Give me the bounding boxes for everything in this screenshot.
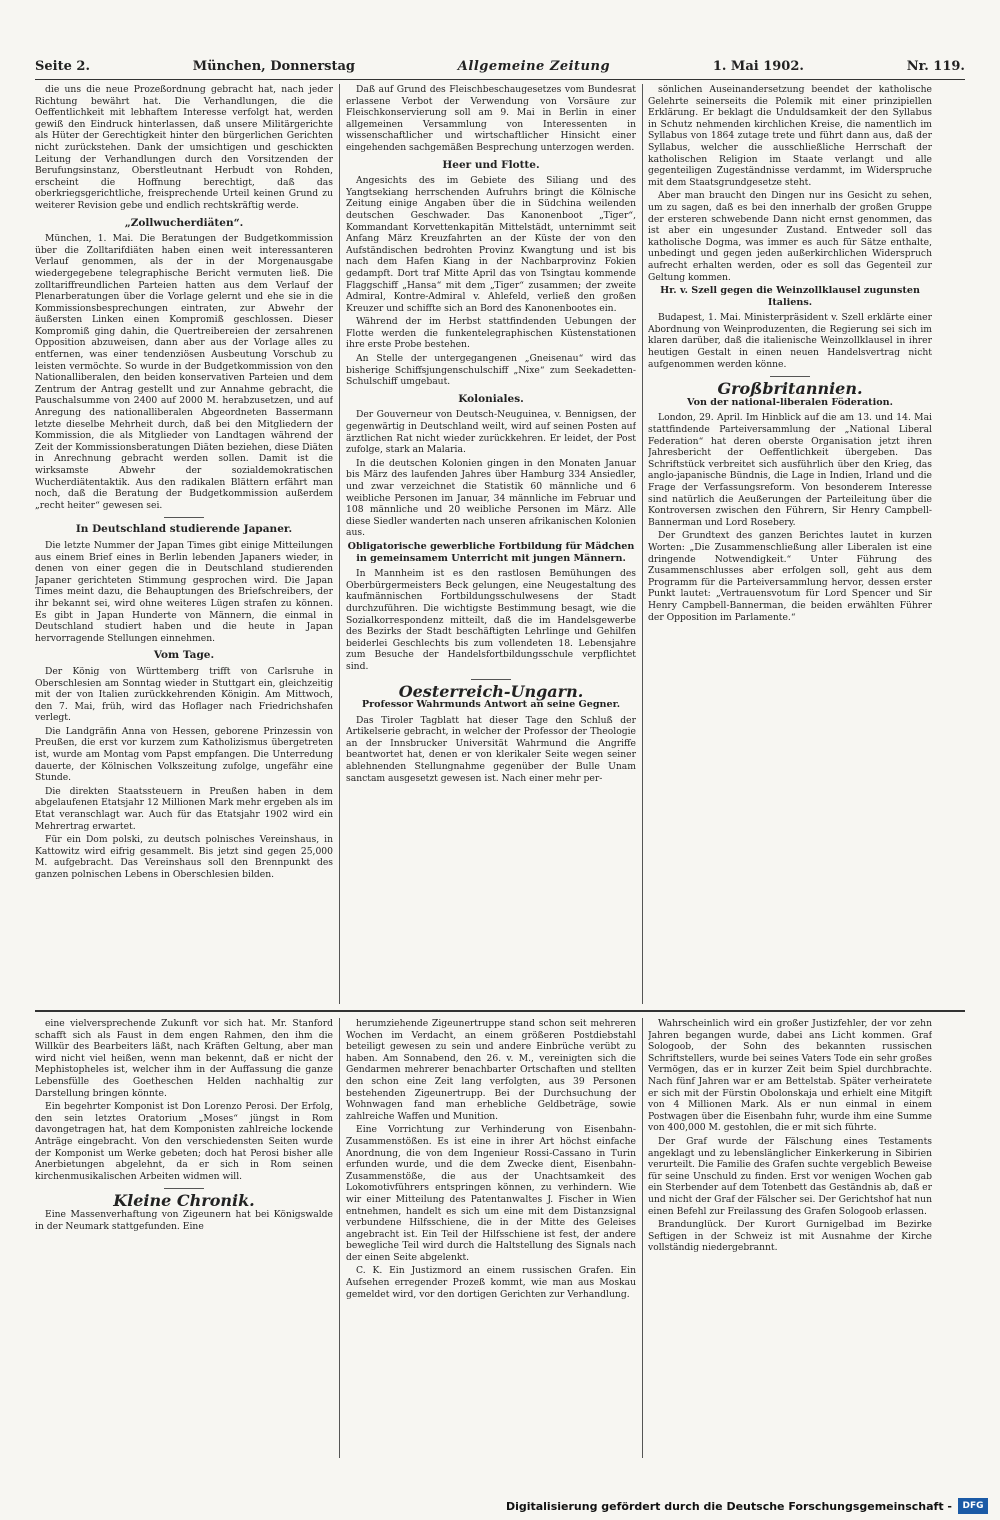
section-heading: Kleine Chronik. [113,1191,255,1211]
bottom-column-3 [648,1018,932,1458]
article-heading: „Zollwucherdiäten“. [124,216,244,229]
top-column-2 [346,84,636,1004]
article-paragraph: Wahrscheinlich wird ein großer Justizfehler, der vor zehn Jahren begangen wurde, dabei ans Licht kommen. Graf Sologoob, der Sohn des bekannten russischen Schriftstellers, wurde bei seines Vaters Tode ein sehr großes Vermögen, das er in kurzer Zeit beim Spiel durchbrachte. Nach fünf Jahren war er am Bettelstab. Später verheiratete er sich mit der Fürstin Obolonskaja und erhielt eine Mitgift von 4 Millionen Mark. Als er nun einmal in einem Postwagen über die Eisenbahn fuhr, wurde ihm eine Summe von 400,000 M. gestohlen, die er mit sich führte. [648,1018,932,1134]
article-paragraph: Während der im Herbst stattfindenden Uebungen der Flotte werden die funkentelegraphischen Küstenstationen ihre erste Probe bestehen. [346,316,636,351]
article-heading: Von der national-liberalen Föderation. [687,396,893,408]
article-paragraph: Der Gouverneur von Deutsch-Neuguinea, v. Bennigsen, der gegenwärtig in Deutschland weilt, wird auf seinen Posten auf ärztlichen Rat nicht wieder zurückkehren. Er leidet, der Post zufolge, stark an Malaria. [346,409,636,456]
separator [164,517,204,518]
article-heading: Hr. v. Szell gegen die Weinzollklausel zugunsten Italiens. [660,285,920,308]
article-paragraph: Daß auf Grund des Fleischbeschaugesetzes vom Bundesrat erlassene Verbot der Verwendung von Vorsäure zur Fleischkonservierung soll am 9. Mai in Berlin in einer allgemeinen Versammlung von Interessenten in wissenschaftlicher und wirtschaftlicher Hinsicht einer eingehenden sachgemäßen Besprechung unterzogen werden. [346,84,636,153]
article-paragraph: München, 1. Mai. Die Beratungen der Budgetkommission über die Zolltarifdiäten haben einen weit interessanteren Verlauf genommen, als der in der Morgenausgabe wiedergegebene telegraphische Bericht vermuten ließ. Die zolltariffreundlichen Parteien hatten aus dem Verlauf der Plenarberatungen über die Vorlage gelernt und ehe sie in die Kommissionsbesprechungen eintraten, zur Abwehr der äußersten Linken einen Kompromiß geschlossen. Dieser Kompromiß ging dahin, die Quertreibereien der zersahrenen Opposition abzuweisen, dann aber aus der Vorlage alles zu entfernen, was einer tendenziösen Ausbeutung Vorschub zu leisten vermöchte. So wurde in der Budgetkommission von den Nationalliberalen, den beiden konservativen Parteien und dem Zentrum der Antrag gestellt und zur Annahme gebracht, die Pauschalsumme von 2400 auf 2000 M. herabzusetzen, und auf Anregung des nationalliberalen Abgeordneten Bassermann letzte dieselbe Mehrheit durch, daß bei den Mitgliedern der Kommission, die als Mitglieder von Landtagen während der Zeit der Kommissionsberatungen Diäten beziehen, diese Diäten in Anrechnung gebracht werden sollen. Damit ist die wirksamste Abwehr der sozialdemokratischen Wucherdiätentaktik. Aus den radikalen Blättern erfährt man noch, daß die Beratung der Budgetkommission außerdem „recht heiter“ gewesen sei. [35,233,333,511]
bottom-column-2 [346,1018,636,1458]
separator [164,1188,204,1189]
article-heading: Obligatorische gewerbliche Fortbildung für Mädchen in gemeinsamem Unterricht mit jungen Männern. [347,540,635,564]
dfg-logo-icon: DFG [958,1498,988,1514]
section-rule [35,1010,965,1012]
article-heading: Heer und Flotte. [442,158,540,171]
article-paragraph: Der König von Württemberg trifft von Carlsruhe in Oberschlesien am Sonntag wieder in Stuttgart ein, gleichzeitig mit der von Italien zurückkehrenden Königin. Am Mittwoch, den 7. Mai, früh, wird das Hoflager nach Friedrichshafen verlegt. [35,665,333,724]
article-paragraph: herumziehende Zigeunertruppe stand schon seit mehreren Wochen im Verdacht, an einem größeren Postdiebstahl beteiligt gewesen zu sein und andere Einbrüche verübt zu haben. Am Sonnabend, den 26. v. M., vereinigten sich die Gendarmen mehrerer benachbarter Ortschaften und stellten den schon eine Zeit lang verfolgten, aus 39 Personen bestehenden Zigeunertrupp. Bei der Durchsuchung der Wohnwagen fand man erhebliche Geldbeträge, sowie zahlreiche Waffen und Munition. [346,1018,636,1122]
separator [770,376,810,377]
column-divider [642,1018,643,1458]
article-paragraph: Ein begehrter Komponist ist Don Lorenzo Perosi. Der Erfolg, den sein letztes Oratorium „Moses“ jüngst in Rom davongetragen hat, hat dem Komponisten zahlreiche lockende Anträge eingebracht. Von den verschiedensten Seiten wurde der Komponist um Werke gebeten; doch hat Perosi bisher alle Anerbietungen abgelehnt, da er sich in Rom seinen kirchenmusikalischen Arbeiten widmen will. [35,1101,333,1182]
section-heading: Großbritannien. [717,379,863,399]
article-paragraph: sönlichen Auseinandersetzung beendet der katholische Gelehrte seinerseits die Polemik mit einer prinzipiellen Erklärung. Er beklagt die Unduldsamkeit der den Syllabus in Schutz nehmenden kirchlichen Kreise, die namentlich im Syllabus von 1864 zutage trete und führt dann aus, daß der Syllabus, welcher die ausschließliche Herrschaft der katholischen Religion im Staate verlangt und alle gegenteiligen Zugeständnisse verdammt, im Widerspruche mit dem Staatsgrundgesetze steht. [648,84,932,188]
article-heading: Koloniales. [458,392,524,405]
column-divider [339,1018,340,1458]
digitization-footer [506,1498,988,1514]
article-paragraph: Aber man braucht den Dingen nur ins Gesicht zu sehen, um zu sagen, daß es bei den innerhalb der großen Gruppe der ersteren schwebende Dann nicht ernst genommen, das ist aber ein ungesunder Zustand. Entweder soll das katholische Dogma, was immer es auch für Sätze enthalte, unbedingt und gegen jeden außerkirchlichen Widerspruch aufrecht erhalten werden, oder es soll das Gegenteil zur Geltung kommen. [648,190,932,283]
section-heading: Oesterreich-Ungarn. [398,681,584,701]
article-heading: Vom Tage. [153,649,215,662]
article-paragraph: eine vielversprechende Zukunft vor sich hat. Mr. Stanford schafft sich als Faust in dem engen Rahmen, den ihm die Willkür des Bearbeiters läßt, nach Kräften Geltung, aber man wird nicht viel heißen, wenn man bekennt, daß er nicht der Mephistopheles ist, welcher ihm in der Auffassung die ganze Lebensfülle des Goetheschen Helden nachhaltig zur Darstellung bringen könnte. [35,1018,333,1099]
article-paragraph: Die Landgräfin Anna von Hessen, geborene Prinzessin von Preußen, die erst vor kurzem zum Katholizismus übergetreten ist, wurde am Montag vom Papst empfangen. Die Unterredung dauerte, der Kölnischen Volkszeitung zufolge, ungefähr eine Stunde. [35,725,333,784]
header-rule [35,79,965,80]
article-paragraph: Budapest, 1. Mai. Ministerpräsident v. Szell erklärte einer Abordnung von Weinproduzenten, die Regierung sei sich im klaren darüber, daß die italienische Weinzollklausel in ihrer heutigen Gestalt in einen neuen Handelsvertrag nicht aufgenommen werden könne. [648,312,932,370]
issue-date: 1. Mai 1902. [712,58,804,74]
article-paragraph: Der Graf wurde der Fälschung eines Testaments angeklagt und zu lebenslänglicher Einkerkerung in Sibirien verurteilt. Die Familie des Grafen suchte vergeblich Beweise für seine Unschuld zu finden. Erst vor wenigen Wochen gab ein Sterbender auf dem Totenbett das Geständnis ab, daß er und nicht der Graf der Fälscher sei. Der Gerichtshof hat nun einen Befehl zur Freilassung des Grafen Sologoob erlassen. [648,1135,932,1217]
page-number: Seite 2. [35,58,90,74]
separator [471,679,511,680]
article-paragraph: Eine Vorrichtung zur Verhinderung von Eisenbahn-Zusammenstößen. Es ist eine in ihrer Art höchst einfache Anordnung, die von dem Ingenieur Rossi-Cassano in Turin erfunden wurde, und die dem Zwecke dient, Eisenbahn-Zusammenstöße, die aus der Unachtsamkeit des Lokomotivführers entspringen können, zu verhindern. Wie wir einer Mitteilung des Patentanwaltes J. Fischer in Wien entnehmen, handelt es sich um eine mit dem Distanzsignal verbundene Hilfsschiene, die in der Mitte des Geleises angebracht ist. Ein Teil der Hilfsschiene ist fest, der andere bewegliche Teil wird durch die Haltstellung des Signals nach der einen Seite abgelenkt. [346,1124,636,1263]
article-heading: In Deutschland studierende Japaner. [75,523,293,536]
column-divider [642,84,643,1004]
page-header [35,55,965,77]
article-paragraph: Das Tiroler Tagblatt hat dieser Tage den Schluß der Artikelserie gebracht, in welcher der Professor der Theologie an der Innsbrucker Universität Wahrmund die Angriffe beantwortet hat, denen er von klerikaler Seite wegen seiner ablehnenden Stellungnahme gegenüber der Bulle Unam sanctam ausgesetzt gewesen ist. Nach einer mehr per- [346,714,636,784]
article-paragraph: Angesichts des im Gebiete des Siliang und des Yangtsekiang herrschenden Aufruhrs bringt die Kölnische Zeitung einige Angaben über die in Südchina weilenden deutschen Geschwader. Das Kanonenboot „Tiger“, Kommandant Korvettenkapitän Mittelstädt, unternimmt seit Anfang März Kreuzfahrten an der Küste der von den Aufständischen bedrohten Provinz Kwangtung und ist bis nach dem Hafen Kiang in der Nachbarprovinz Fokien gedampft. Dort traf Mitte April das von Tsingtau kommende Flaggschiff „Hansa“ mit dem „Tiger“ zusammen; der zweite Admiral, Kontre-Admiral v. Ahlefeld, verließ den großen Kreuzer und schiffte sich an Bord des Kanonenbootes ein. [346,175,636,314]
article-paragraph: C. K. Ein Justizmord an einem russischen Grafen. Ein Aufsehen erregender Prozeß kommt, wie man aus Moskau gemeldet wird, vor den dortigen Gerichten zur Verhandlung. [346,1265,636,1300]
column-divider [339,84,340,1004]
article-heading: Professor Wahrmunds Antwort an seine Gegner. [361,699,621,711]
article-paragraph: Für ein Dom polski, zu deutsch polnisches Vereinshaus, in Kattowitz wird eifrig gesammelt. Bis jetzt sind gegen 25,000 M. aufgebracht. Das Vereinshaus soll den Brennpunkt des ganzen polnischen Lebens in Oberschlesien bilden. [35,834,333,880]
top-column-1 [35,84,333,1004]
article-paragraph: Eine Massenverhaftung von Zigeunern hat bei Königswalde in der Neumark stattgefunden. Eine [35,1208,333,1232]
article-paragraph: Die letzte Nummer der Japan Times gibt einige Mitteilungen aus einem Brief eines in Berlin lebenden Japaners wieder, in denen von einer gegen die in Deutschland studierenden Japaner gerichteten Stimmung gesprochen wird. Die Japan Times meint dazu, die Behauptungen des Briefschreibers, der ihr bekannt sei, wird ohne weiteres Lügen strafen zu können. Es gibt in Japan Hunderte von Männern, die einmal in Deutschland studiert haben und die heute in Japan hervorragende Stellungen einnehmen. [35,539,333,644]
article-paragraph: In Mannheim ist es den rastlosen Bemühungen des Oberbürgermeisters Beck gelungen, eine Neugestaltung des kaufmännischen Fortbildungsschulwesens der Stadt durchzuführen. Die wichtigste Bestimmung besagt, wie die Sozialkorrespondenz mitteilt, daß die im Handelsgewerbe des Bezirks der Stadt beschäftigten Lehrlinge und Gehilfen beiderlei Geschlechts bis zum vollendeten 18. Lebensjahre zum Besuche der Handelsfortbildungsschule verpflichtet sind. [346,568,636,672]
issue-number: Nr. 119. [906,58,965,74]
article-paragraph: die uns die neue Prozeßordnung gebracht hat, nach jeder Richtung bewährt hat. Die Verhandlungen, die die Oeffentlichkeit mit lebhaftem Interesse verfolgt hat, werden gewiß den Eindruck hinterlassen, daß unsere Militärgerichte als Hüter der Gerechtigkeit hinter den bürgerlichen Gerichten nicht zurückstehen. Dank der umsichtigen und geschickten Leitung der Verhandlungen durch den Vorsitzenden der Berufungsinstanz, Oberstleutnant Herbudt von Rohden, erscheint die Hoffnung berechtigt, daß das oberkriegsgerichtliche, freisprechende Urteil keinen Grund zu weiterer Revision gebe und endlich rechtskräftig werde. [35,84,333,211]
article-paragraph: Brandunglück. Der Kurort Gurnigelbad im Bezirke Seftigen in der Schweiz ist mit Ausnahme der Kirche vollständig niedergebrannt. [648,1219,932,1254]
article-paragraph: An Stelle der untergegangenen „Gneisenau“ wird das bisherige Schiffsjungenschulschiff „Nixe“ zum Seekadetten-Schulschiff umgebaut. [346,353,636,388]
article-paragraph: Die direkten Staatssteuern in Preußen haben in dem abgelaufenen Etatsjahr 12 Millionen Mark mehr ergeben als im Etat veranschlagt war. Auch für das Etatsjahr 1902 wird ein Mehrertrag erwartet. [35,785,333,832]
place-date: München, Donnerstag [192,58,356,74]
article-paragraph: Der Grundtext des ganzen Berichtes lautet in kurzen Worten: „Die Zusammenschließung aller Liberalen ist eine dringende Notwendigkeit.“ Unter Führung des Zusammenschlusses aber erfolgen soll, geht aus dem Programm für die Parteiversammlung hervor, dessen erster Punkt lautet: „Vertrauensvotum für Lord Spencer und Sir Henry Campbell-Bannerman, die beiden erwählten Führer der Opposition im Parlamente.“ [648,530,932,623]
bottom-column-1 [35,1018,333,1458]
top-column-3 [648,84,932,1004]
article-paragraph: In die deutschen Kolonien gingen in den Monaten Januar bis März des laufenden Jahres über Hamburg 334 Ansiedler, und zwar verzeichnet die Statistik 60 männliche und 6 weibliche Personen im Januar, 34 männliche im Februar und 108 männliche und 20 weibliche Personen im März. Alle diese Siedler wanderten nach unseren afrikanischen Kolonien aus. [346,457,636,539]
article-paragraph: London, 29. April. Im Hinblick auf die am 13. und 14. Mai stattfindende Parteiversammlung der „National Liberal Federation“ hat deren oberste Organisation jetzt ihren Jahresbericht der Oeffentlichkeit übergeben. Das Schriftstück verbreitet sich ausführlich über den Krieg, das anglo-japanische Bündnis, die Lage in Indien, Irland und die Frage der Verfassungsreform. Von besonderem Interesse sind natürlich die Aeußerungen der Parteileitung über die Kontroversen zwischen den Führern, Sir Henry Campbell-Bannerman und Lord Rosebery. [648,412,932,528]
masthead: Allgemeine Zeitung [457,58,611,74]
footer-text: Digitalisierung gefördert durch die Deutsche Forschungsgemeinschaft - [505,1499,952,1513]
